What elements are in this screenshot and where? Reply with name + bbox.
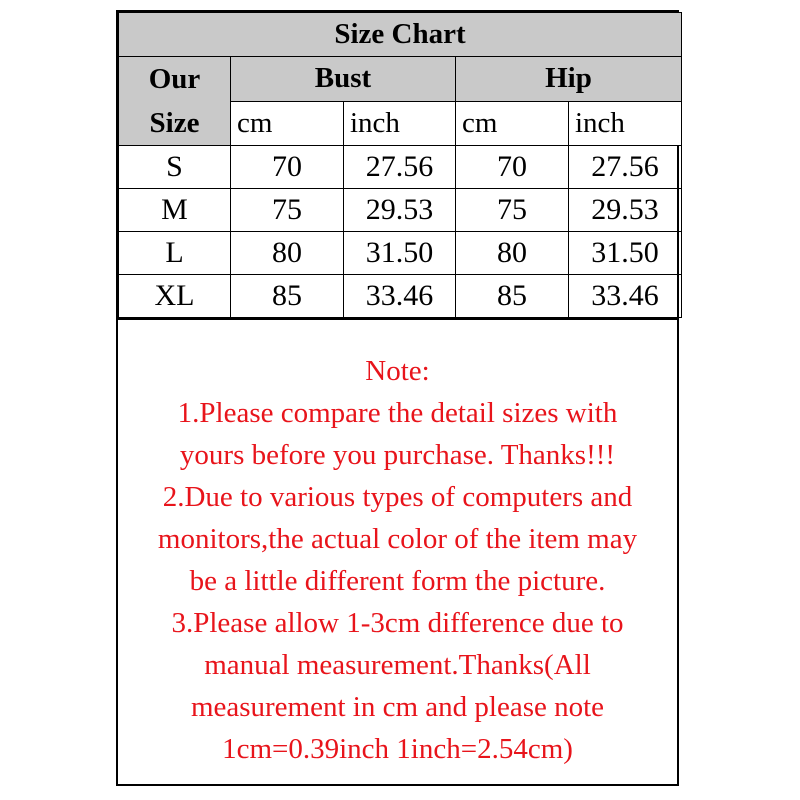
note-line: manual measurement.Thanks(All [204,649,591,681]
hip-inch-cell: 29.53 [569,189,682,232]
size-cell: XL [119,275,231,318]
size-header-line2: Size [149,107,200,139]
size-cell: S [119,146,231,189]
table-row [119,146,682,189]
bust-inch-cell: 33.46 [344,275,456,318]
bust-header: Bust [231,57,456,102]
bust-cm-cell: 75 [231,189,344,232]
note-line: measurement in cm and please note [190,691,605,723]
bust-inch-cell: 31.50 [344,232,456,275]
size-chart [116,10,679,786]
hip-cm-cell: 75 [456,189,569,232]
size-cell: L [119,232,231,275]
bust-cm-cell: 70 [231,146,344,189]
size-table [118,12,682,318]
note-line: yours before you purchase. Thanks!!! [179,439,616,471]
bust-cm-cell: 85 [231,275,344,318]
hip-header: Hip [456,57,682,102]
bust-cm-cell: 80 [231,232,344,275]
hip-inch-cell: 27.56 [569,146,682,189]
hip-inch-cell: 33.46 [569,275,682,318]
table-row [119,232,682,275]
size-header-line1: Our [148,63,201,95]
note-line: 1cm=0.39inch 1inch=2.54cm) [222,733,573,765]
size-cell: M [119,189,231,232]
table-row [119,189,682,232]
note-heading: Note: [365,355,430,387]
table-row [119,275,682,318]
note-line: be a little different form the picture. [189,565,606,597]
note-line: 2.Due to various types of computers and [162,481,633,513]
size-column-header [119,57,231,146]
hip-cm-cell: 80 [456,232,569,275]
bust-cm-header: cm [231,101,344,146]
bust-inch-cell: 29.53 [344,189,456,232]
note-line: monitors,the actual color of the item may [157,523,638,555]
hip-cm-cell: 85 [456,275,569,318]
note-line: 1.Please compare the detail sizes with [177,397,618,429]
notes-section [118,318,677,784]
note-line: 3.Please allow 1-3cm difference due to [171,607,624,639]
hip-cm-cell: 70 [456,146,569,189]
bust-inch-cell: 27.56 [344,146,456,189]
hip-inch-header: inch [569,101,682,146]
chart-title: Size Chart [119,13,682,57]
hip-inch-cell: 31.50 [569,232,682,275]
bust-inch-header: inch [344,101,456,146]
hip-cm-header: cm [456,101,569,146]
